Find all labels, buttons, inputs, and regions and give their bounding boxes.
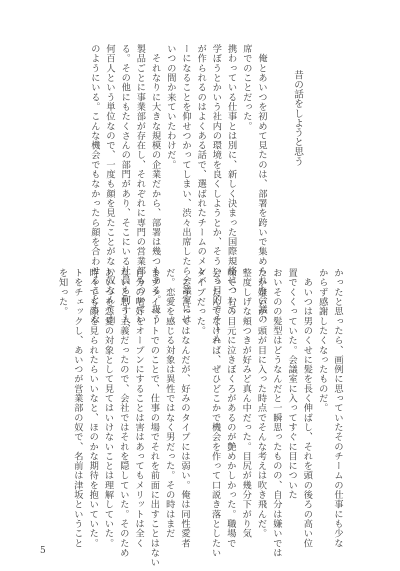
text-line: る。その他にもたくさんの部門があり、そこにいる社員も何十人、 — [119, 44, 131, 334]
text-line: 自分の嗜好をオープンにすることは害はあってもメリットは全く — [133, 268, 145, 548]
text-line: が作られるのはよくある話で、選ばれたチームのメンバ — [195, 44, 207, 286]
text-line: のようにいる。こんな機会でもなかったら顔を合わせることもな — [88, 44, 100, 324]
text-line: 整度しげな頬つきが好みど真ん中だった。目尻が幾分下がり気 — [240, 268, 252, 539]
text-line: タイプだった。 — [194, 268, 206, 336]
text-line: 学ぼうとかいう社内の環境を良くしようとか、そういう目的でチーム — [210, 44, 222, 344]
text-line: ーになることを仰せつかってしまい、渋々出席したら会議室には — [180, 44, 191, 324]
text-line: 製品ごとに事業部が存在し、それぞれに専門の営業部もついてい — [134, 44, 146, 324]
text-line: いつの間か来ていたわけだ。 — [164, 44, 176, 170]
text-line: 何百人という単位なので、一度も顔を見たことがない奴なんて山 — [104, 44, 115, 324]
text-line: たか嫌いか、頭が目に入った時点でそんな考えは吹き飛んだ。 — [255, 268, 267, 539]
text-line: を知った。 — [56, 268, 68, 317]
text-line: 俺とあいつを初めて見たのは、部署を跨いで集められた会議の — [256, 44, 267, 324]
text-line: かったと思ったら、画例に思っていたそのチームの仕事にも少な — [332, 268, 343, 548]
text-line: おいそのの髪型はどうなんだと一瞬思ったものの、自分は嫌いでは — [270, 268, 282, 558]
text-line: 会ったんでなければ、ぜひどこかで機会を作って口説き落としたい — [209, 268, 221, 558]
text-line: トをチェックし、あいつが営業部の奴で、名前は津坂ということ — [71, 268, 83, 548]
text-line: 置でくくっていた。会議室に入ってすぐに目についた — [286, 268, 298, 500]
text-line: あいつは男のくせに髪を長く伸ばし、それを頭の後ろの高い位 — [301, 268, 313, 548]
text-line: だ。恋愛を感じる対象は異性ではなく男だった。その時はまだ — [163, 268, 175, 539]
text-line: あいつを恋愛の対象として見てはいけないことは理解していた。 — [102, 268, 114, 548]
text-line: ないと思う主義だったので、会社ではそれを隠していた。そのため — [117, 268, 129, 558]
text-line: それなりに大きな規模の企業だから、部署は幾つもある。扱う — [149, 44, 161, 324]
page-number: 5 — [40, 546, 46, 556]
text-line: 携わっている仕事とは別に、新しく決まった国際規格について — [225, 44, 237, 315]
text-line: こう言ってはなんだが、好みのタイプには弱い。俺は同性愛者 — [179, 268, 190, 548]
text-line: 味で、右の目元に泣きぼくろがあるのが艶めかしかった。職場で — [224, 268, 236, 548]
chapter-title: 昔の話をしようと思う — [292, 70, 303, 166]
text-line: 時々でも顔を見られたらいいなと、ほのかな期待を抱いていた。 — [87, 268, 99, 548]
text-line: まプライベートでのことで、仕事の場でそれを前面に出すことはない — [148, 268, 160, 568]
text-line: からず感謝したくなったものだ。 — [316, 268, 328, 413]
text-line: 席でのことだった。 — [240, 44, 252, 131]
